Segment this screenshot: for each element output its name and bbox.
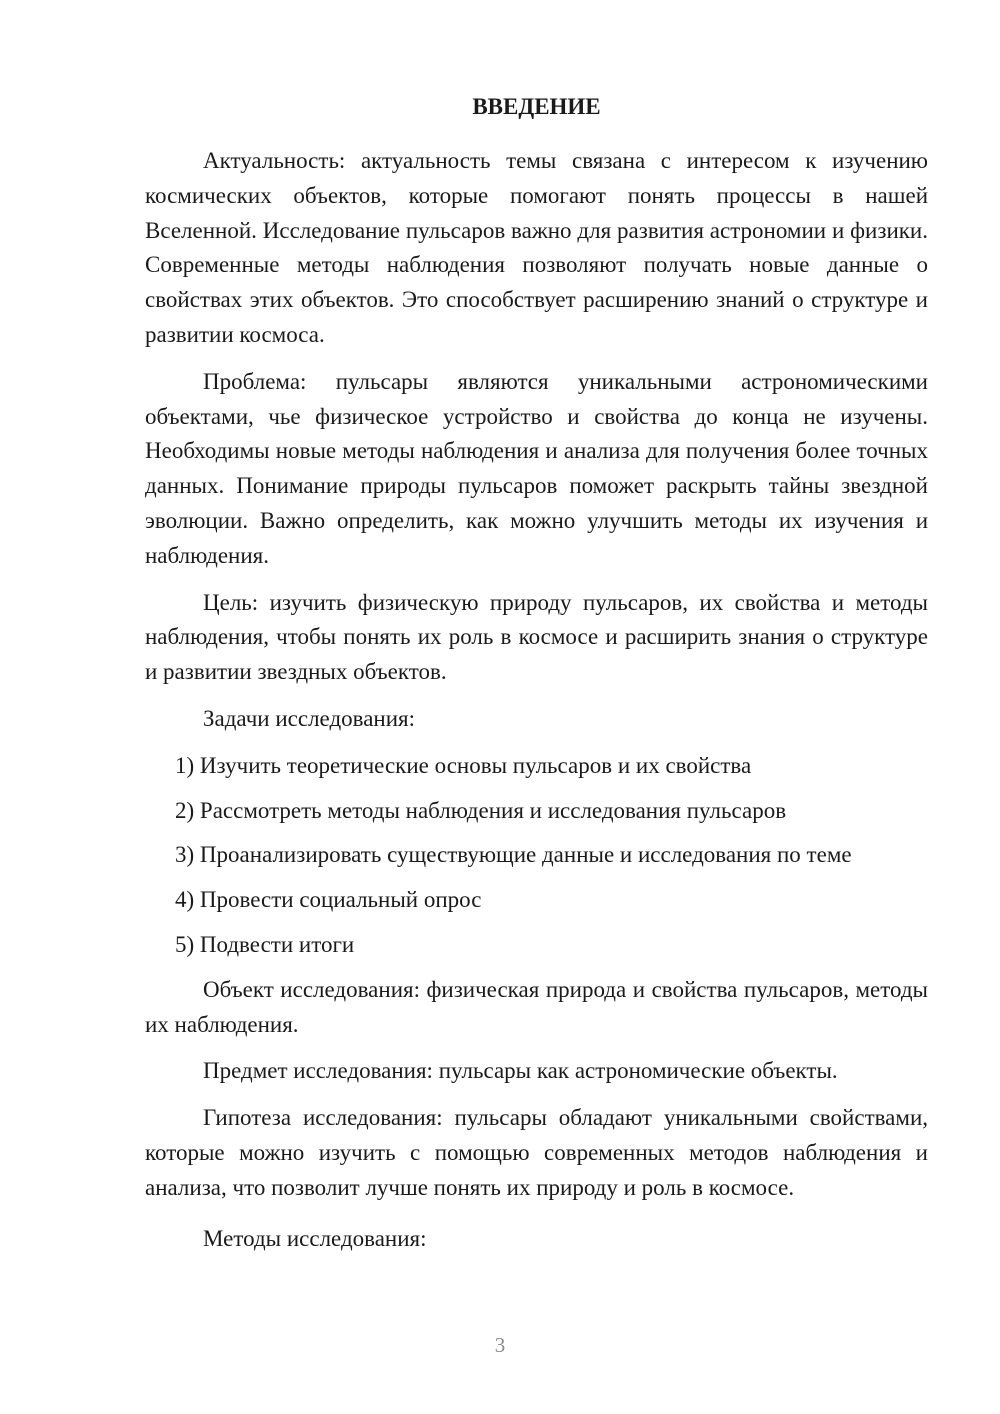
paragraph-goal: Цель: изучить физическую природу пульсаров, их свойства и методы наблюдения, чтобы понять их роль в космосе и расширить знания о структуре и развитии звездных объектов.	[145, 589, 928, 685]
task-item-4: 4) Провести социальный опрос	[175, 887, 482, 913]
section-title: ВВЕДЕНИЕ	[472, 94, 601, 119]
paragraph-subject: Предмет исследования: пульсары как астрономические объекты.	[203, 1058, 838, 1084]
task-list	[145, 749, 928, 963]
paragraph-object: Объект исследования: физическая природа и свойства пульсаров, методы их наблюдения.	[145, 976, 928, 1037]
page-number: 3	[494, 1333, 506, 1357]
paragraph-methods-heading: Методы исследования:	[203, 1225, 427, 1251]
task-item-3: 3) Проанализировать существующие данные и исследования по теме	[175, 842, 852, 868]
task-item-5: 5) Подвести итоги	[175, 931, 355, 957]
paragraph-relevance: Актуальность: актуальность темы связана с интересом к изучению космических объектов, которые помогают понять процессы в нашей Вселенной. Исследование пульсаров важно для развития астрономии и физики. Современные методы наблюдения позволяют получать новые данные о свойствах этих объектов. Это способствует расширению знаний о структуре и развитии космоса.	[145, 148, 928, 347]
task-item-2: 2) Рассмотреть методы наблюдения и исследования пульсаров	[175, 797, 787, 823]
paragraph-hypothesis: Гипотеза исследования: пульсары обладают уникальными свойствами, которые можно изучить с помощью современных методов наблюдения и анализа, что позволит лучше понять их природу и роль в космосе.	[145, 1105, 928, 1200]
task-item-1: 1) Изучить теоретические основы пульсаров и их свойства	[175, 752, 752, 778]
tasks-heading: Задачи исследования:	[203, 705, 416, 731]
paragraph-problem: Проблема: пульсары являются уникальными астрономическими объектами, чье физическое устройство и свойства до конца не изучены. Необходимы новые методы наблюдения и анализа для получения более точных данных. Понимание природы пульсаров поможет раскрыть тайны звездной эволюции. Важно определить, как можно улучшить методы их изучения и наблюдения.	[145, 368, 928, 568]
page-content	[145, 92, 928, 1268]
